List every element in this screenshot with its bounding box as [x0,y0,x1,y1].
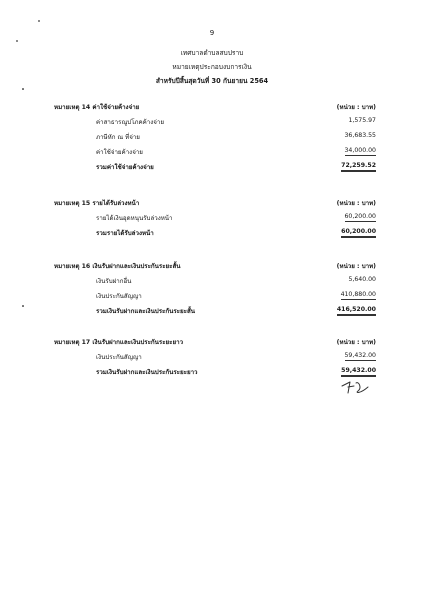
unit-label: (หน่วย : บาท) [336,104,376,111]
line-item-value: 1,575.97 [348,117,376,124]
total-value: 72,259.52 [341,162,376,172]
scan-speck [22,305,24,307]
scan-speck [22,88,24,90]
note-title: หมายเหตุ 14 ค่าใช้จ่ายค้างจ่าย [54,104,140,111]
total-value: 416,520.00 [337,306,376,316]
line-item-label: เงินประกันสัญญา [96,293,142,300]
total-value: 60,200.00 [341,228,376,238]
unit-label: (หน่วย : บาท) [336,263,376,270]
line-item-value: 410,880.00 [340,291,376,298]
line-item-value: 59,432.00 [344,352,376,359]
note-title: หมายเหตุ 15 รายได้รับล่วงหน้า [54,200,140,207]
note-title: หมายเหตุ 16 เงินรับฝากและเงินประกันระยะสั้น [54,263,181,270]
line-item-value: 36,683.55 [344,132,376,139]
handwritten-signature [340,378,372,396]
page-number: 9 [209,29,215,37]
scan-speck [16,40,18,42]
line-item-value: 60,200.00 [344,213,376,220]
line-item-value: 5,640.00 [348,276,376,283]
reporting-period: สำหรับปีสิ้นสุดวันที่ 30 กันยายน 2564 [155,77,269,85]
total-label: รวมเงินรับฝากและเงินประกันระยะสั้น [96,308,195,315]
total-label: รวมรายได้รับล่วงหน้า [96,230,154,237]
note-17 [54,334,376,379]
unit-label: (หน่วย : บาท) [336,339,376,346]
note-14 [54,99,376,174]
line-item-label: ค่าใช้จ่ายค้างจ่าย [96,149,143,156]
total-label: รวมเงินรับฝากและเงินประกันระยะยาว [96,369,198,376]
unit-label: (หน่วย : บาท) [336,200,376,207]
line-item-label: เงินรับฝากอื่น [96,278,132,285]
organization-name: เทศบาลตำบลสบปราบ [180,49,244,57]
line-item-label: เงินประกันสัญญา [96,354,142,361]
line-item-label: ค่าสาธารณูปโภคค้างจ่าย [96,119,165,126]
line-item-label: ภาษีหัก ณ ที่จ่าย [96,134,140,141]
total-label: รวมค่าใช้จ่ายค้างจ่าย [96,164,154,171]
line-item-value: 34,000.00 [344,147,376,154]
note-title: หมายเหตุ 17 เงินรับฝากและเงินประกันระยะยาว [54,339,184,346]
note-15 [54,195,376,240]
document-subtitle: หมายเหตุประกอบงบการเงิน [172,63,252,71]
note-16 [54,258,376,318]
total-value: 59,432.00 [341,367,376,377]
scan-speck [38,20,40,22]
line-item-label: รายได้เงินอุดหนุนรับล่วงหน้า [96,215,173,222]
